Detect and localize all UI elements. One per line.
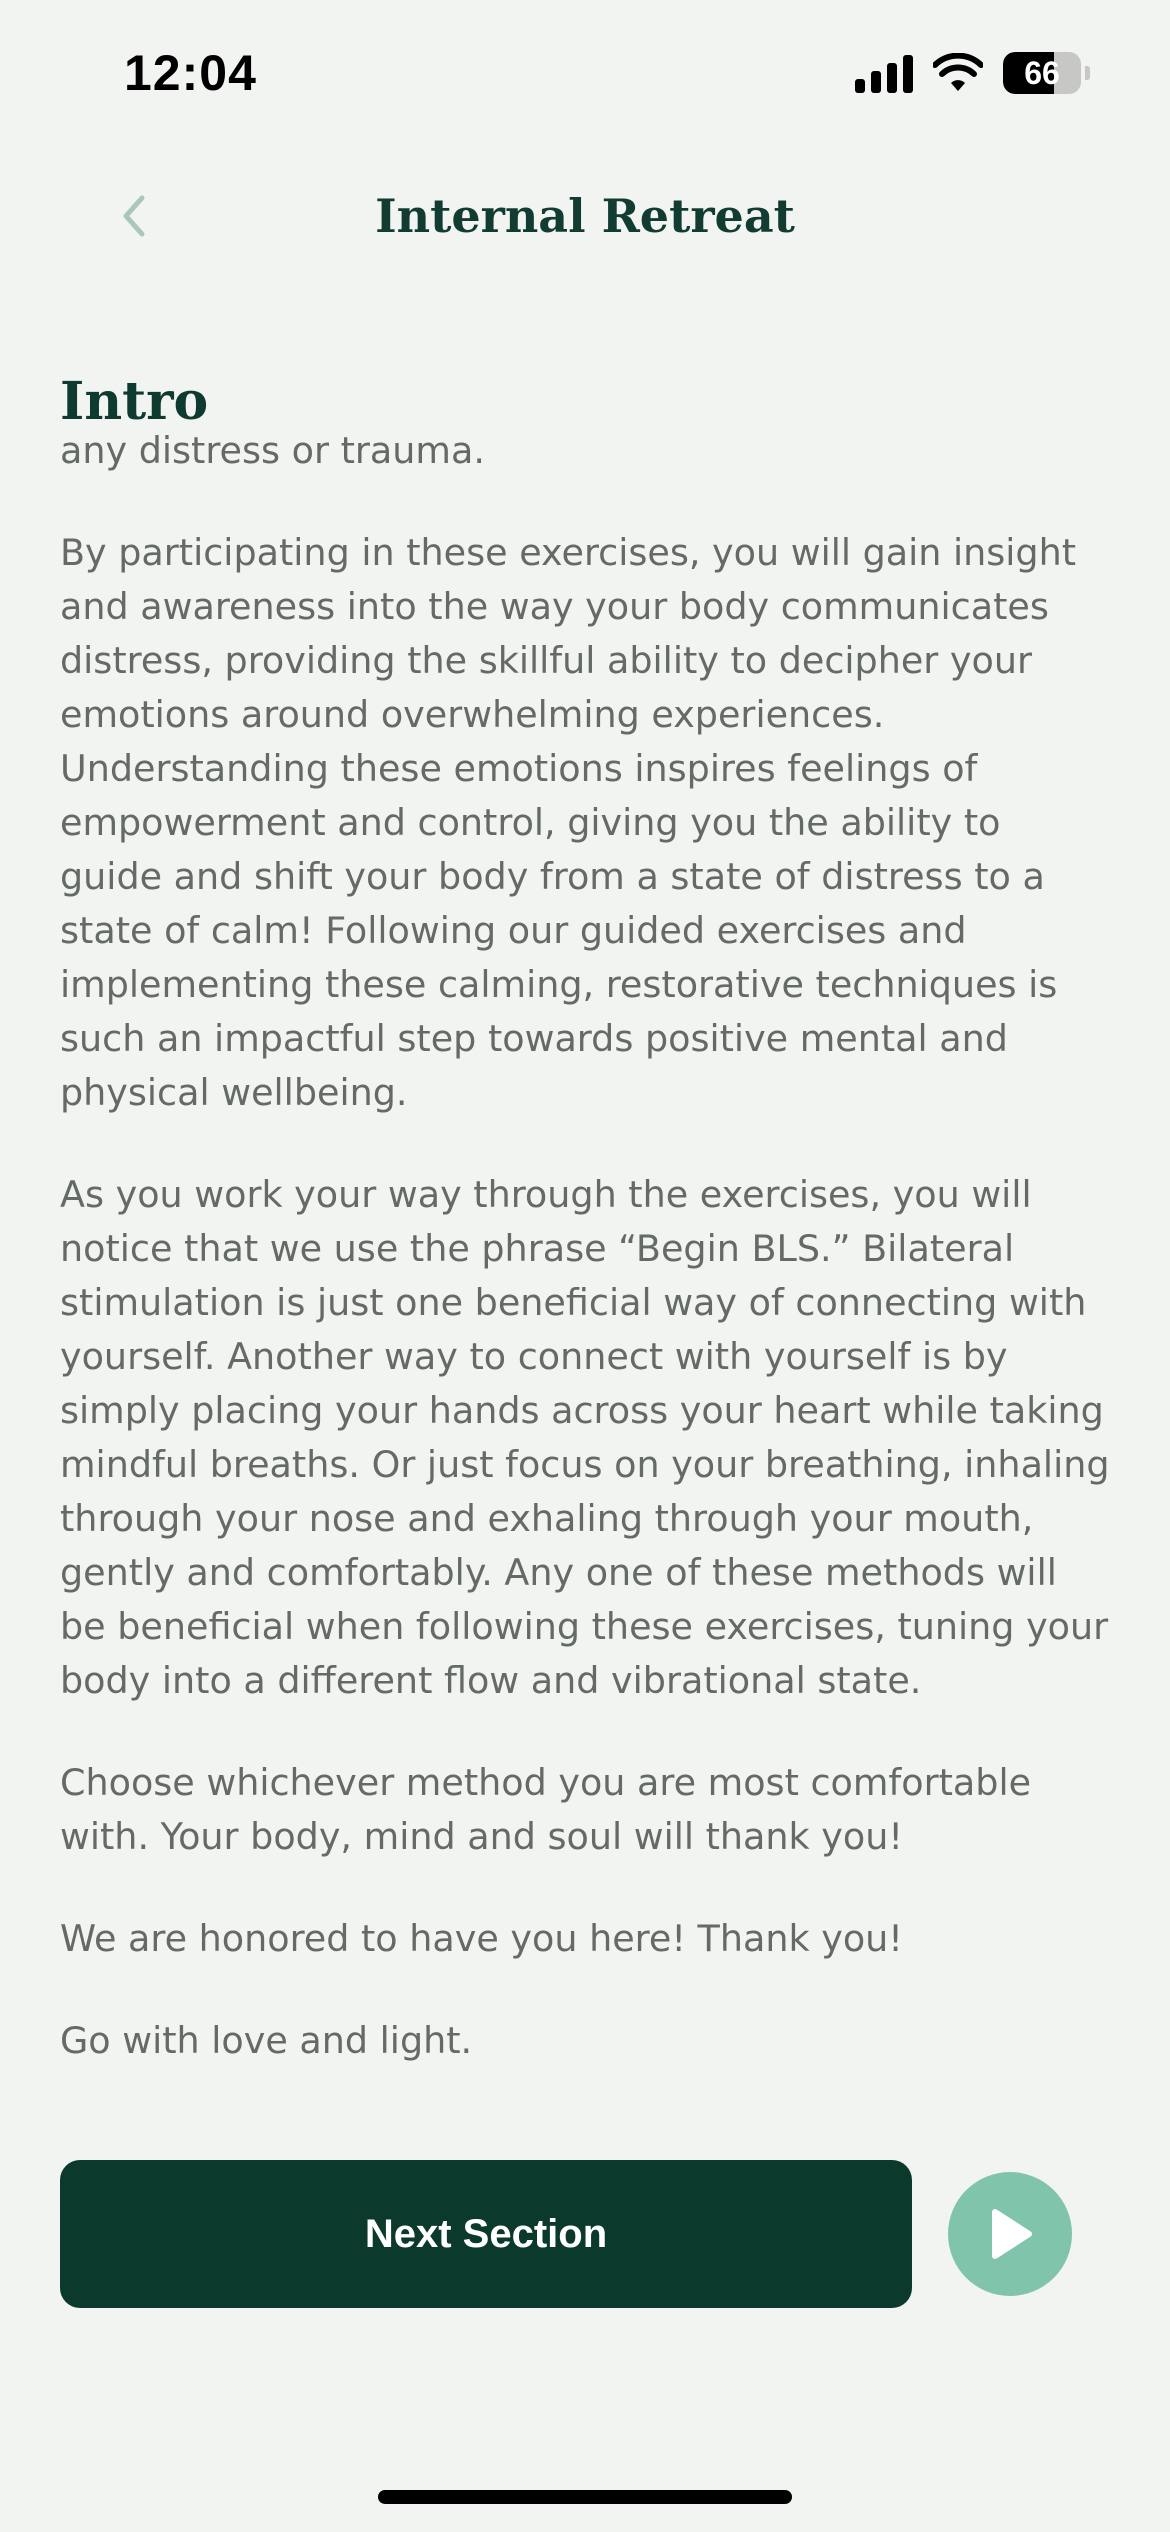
play-button[interactable] <box>948 2172 1072 2296</box>
battery-level: 66 <box>1024 54 1060 91</box>
status-icons <box>855 52 1090 94</box>
paragraph: We are honored to have you here! Thank you! <box>60 1917 903 1960</box>
chevron-left-icon <box>120 194 148 238</box>
paragraph: Choose whichever method you are most comfortable with. Your body, mind and soul will thank you! <box>60 1761 1032 1858</box>
page-title: Internal Retreat <box>375 189 795 243</box>
paragraph: Go with love and light. <box>60 2019 473 2062</box>
battery-icon <box>1003 52 1081 94</box>
next-section-button[interactable]: Next Section <box>60 2160 912 2308</box>
back-button[interactable] <box>108 186 160 246</box>
cellular-signal-icon <box>855 53 913 93</box>
status-time: 12:04 <box>124 45 257 101</box>
home-indicator[interactable] <box>378 2490 792 2504</box>
status-bar <box>0 0 1170 150</box>
wifi-icon <box>933 53 983 93</box>
paragraph: As you work your way through the exercises, you will notice that we use the phrase “Begin BLS.” Bilateral stimulation is just one beneficial way of connecting with yourself. Another way to connect with yourself is by simply placing your hands across your heart while taking mindful breaths. Or just focus on your breathing, inhaling through your nose and exhaling through your mouth, gently and comfortably. Any one of these methods will be beneficial when following these exercises, tuning your body into a different flow and vibrational state. <box>60 1173 1110 1702</box>
section-heading: Intro <box>60 371 209 432</box>
paragraph: any distress or trauma. <box>60 429 485 472</box>
body-text <box>60 424 1110 2068</box>
battery-tip <box>1085 66 1090 80</box>
paragraph: By participating in these exercises, you will gain insight and awareness into the way your body communicates distress, providing the skillful ability to decipher your emotions around overwhelming experiences. Understanding these emotions inspires feelings of empowerment and control, giving you the ability to guide and shift your body from a state of distress to a state of calm! Following our guided exercises and implementing these calming, restorative techniques is such an impactful step towards positive mental and physical wellbeing. <box>60 531 1077 1114</box>
content-scroll-area[interactable] <box>60 424 1110 2124</box>
play-icon <box>985 2206 1035 2262</box>
